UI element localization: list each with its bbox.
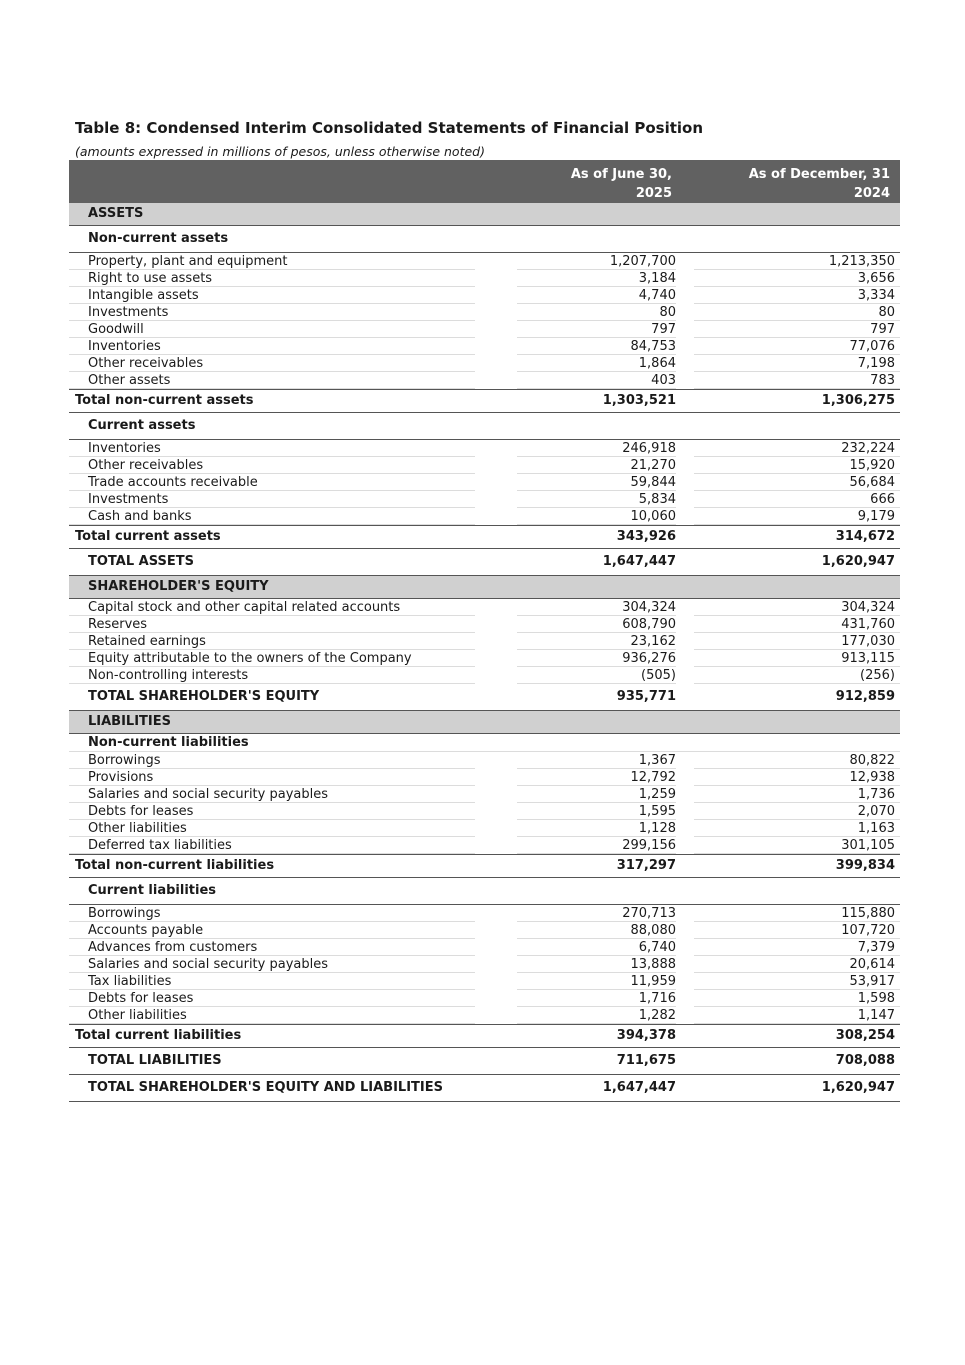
row-label: Trade accounts receivable bbox=[88, 475, 258, 490]
row-label: Right to use assets bbox=[88, 271, 213, 286]
total-label: Total current liabilities bbox=[75, 1028, 242, 1043]
row-label: Debts for leases bbox=[88, 991, 194, 1006]
total-value-2024: 708,088 bbox=[835, 1053, 895, 1068]
row-value-2025: 80 bbox=[659, 305, 676, 320]
table-row bbox=[69, 803, 900, 820]
row-value-2025: 1,282 bbox=[638, 1008, 676, 1023]
table-row bbox=[69, 287, 900, 304]
table-row bbox=[69, 508, 900, 525]
row-value-2025: 12,792 bbox=[630, 770, 676, 785]
table-row bbox=[69, 338, 900, 355]
table-row bbox=[69, 837, 900, 854]
total-value-2025: 1,647,447 bbox=[602, 1080, 676, 1095]
row-value-2024: 115,880 bbox=[841, 906, 895, 921]
rows-current-assets bbox=[69, 440, 900, 525]
table-row bbox=[69, 616, 900, 633]
row-value-2025: 1,207,700 bbox=[609, 254, 676, 269]
header-col-2024 bbox=[690, 165, 890, 203]
row-value-2024: 304,324 bbox=[841, 600, 895, 615]
total-value-2024: 308,254 bbox=[835, 1028, 895, 1043]
row-value-2025: 1,367 bbox=[638, 753, 676, 768]
total-value-2025: 1,303,521 bbox=[602, 393, 676, 408]
row-value-2025: 403 bbox=[651, 373, 676, 388]
total-value-2024: 912,859 bbox=[835, 689, 895, 704]
header-col-2025 bbox=[472, 165, 672, 203]
row-value-2025: 1,864 bbox=[638, 356, 676, 371]
table-row bbox=[69, 355, 900, 372]
row-value-2025: 59,844 bbox=[630, 475, 676, 490]
row-value-2024: 797 bbox=[870, 322, 895, 337]
total-equity-row bbox=[69, 684, 900, 711]
total-label: Total non-current liabilities bbox=[75, 858, 275, 873]
table-row bbox=[69, 922, 900, 939]
row-value-2024: 232,224 bbox=[841, 441, 895, 456]
row-value-2024: 301,105 bbox=[841, 838, 895, 853]
table-row bbox=[69, 633, 900, 650]
table-row bbox=[69, 457, 900, 474]
table-row bbox=[69, 304, 900, 321]
row-label: Other assets bbox=[88, 373, 171, 388]
row-value-2025: 608,790 bbox=[622, 617, 676, 632]
row-value-2025: 1,128 bbox=[638, 821, 676, 836]
table-row bbox=[69, 905, 900, 922]
row-value-2024: 1,736 bbox=[857, 787, 895, 802]
total-value-2024: 314,672 bbox=[835, 529, 895, 544]
financial-position-table bbox=[69, 160, 900, 1102]
table-row bbox=[69, 440, 900, 457]
row-label: Salaries and social security payables bbox=[88, 957, 328, 972]
table-row bbox=[69, 270, 900, 287]
table-row bbox=[69, 321, 900, 338]
total-label: Total non-current assets bbox=[75, 393, 254, 408]
total-value-2024: 1,306,275 bbox=[821, 393, 895, 408]
group-header-label: Non-current assets bbox=[88, 231, 229, 246]
table-row bbox=[69, 939, 900, 956]
group-header-label: Current assets bbox=[88, 418, 196, 433]
table-row bbox=[69, 752, 900, 769]
row-value-2024: 2,070 bbox=[857, 804, 895, 819]
total-assets-row bbox=[69, 549, 900, 576]
total-value-2025: 343,926 bbox=[616, 529, 676, 544]
table-row bbox=[69, 491, 900, 508]
row-label: Inventories bbox=[88, 441, 161, 456]
table-title: Table 8: Condensed Interim Consolidated Statements of Financial Position bbox=[75, 119, 704, 137]
header-col-2024-line2: 2024 bbox=[853, 186, 890, 201]
row-value-2025: 10,060 bbox=[630, 509, 676, 524]
header-col-2025-line2: 2025 bbox=[635, 186, 672, 201]
group-header-label: Non-current liabilities bbox=[88, 735, 249, 750]
total-noncurrent-assets bbox=[69, 389, 900, 413]
row-value-2024: 80,822 bbox=[849, 753, 895, 768]
total-label: TOTAL LIABILITIES bbox=[88, 1053, 222, 1068]
row-label: Advances from customers bbox=[88, 940, 258, 955]
total-current-liabilities bbox=[69, 1024, 900, 1048]
row-label: Reserves bbox=[88, 617, 148, 632]
row-value-2024: 7,379 bbox=[857, 940, 895, 955]
row-value-2025: 13,888 bbox=[630, 957, 676, 972]
row-value-2025: 1,259 bbox=[638, 787, 676, 802]
row-value-2024: 53,917 bbox=[849, 974, 895, 989]
row-value-2025: 5,834 bbox=[638, 492, 676, 507]
row-value-2024: 783 bbox=[870, 373, 895, 388]
group-header-current-liabilities bbox=[69, 878, 900, 905]
row-value-2024: 15,920 bbox=[849, 458, 895, 473]
row-value-2025: 11,959 bbox=[630, 974, 676, 989]
total-label: Total current assets bbox=[75, 529, 221, 544]
row-value-2024: 1,163 bbox=[857, 821, 895, 836]
row-value-2025: 304,324 bbox=[622, 600, 676, 615]
row-value-2024: 1,147 bbox=[857, 1008, 895, 1023]
row-value-2025: 21,270 bbox=[630, 458, 676, 473]
table-row bbox=[69, 973, 900, 990]
row-label: Other liabilities bbox=[88, 821, 187, 836]
row-label: Debts for leases bbox=[88, 804, 194, 819]
table-row bbox=[69, 820, 900, 837]
table-header bbox=[69, 160, 900, 203]
total-noncurrent-liabilities bbox=[69, 854, 900, 878]
table-row bbox=[69, 372, 900, 389]
rows-current-liabilities bbox=[69, 905, 900, 1024]
row-label: Borrowings bbox=[88, 753, 161, 768]
row-value-2024: 107,720 bbox=[841, 923, 895, 938]
total-value-2024: 1,620,947 bbox=[821, 554, 895, 569]
row-label: Deferred tax liabilities bbox=[88, 838, 232, 853]
table-row bbox=[69, 1007, 900, 1024]
grand-total-row bbox=[69, 1075, 900, 1102]
row-value-2025: (505) bbox=[641, 668, 676, 683]
header-col-2024-line1: As of December, 31 bbox=[748, 167, 890, 182]
row-value-2025: 6,740 bbox=[638, 940, 676, 955]
row-value-2025: 4,740 bbox=[638, 288, 676, 303]
table-row bbox=[69, 599, 900, 616]
total-value-2025: 711,675 bbox=[616, 1053, 676, 1068]
table-row bbox=[69, 786, 900, 803]
rows-equity bbox=[69, 599, 900, 684]
table-subtitle: (amounts expressed in millions of pesos, unless otherwise noted) bbox=[75, 144, 485, 159]
total-value-2024: 399,834 bbox=[835, 858, 895, 873]
row-label: Accounts payable bbox=[88, 923, 204, 938]
row-value-2024: 3,656 bbox=[857, 271, 895, 286]
row-value-2025: 797 bbox=[651, 322, 676, 337]
row-label: Inventories bbox=[88, 339, 161, 354]
total-value-2025: 1,647,447 bbox=[602, 554, 676, 569]
total-label: TOTAL ASSETS bbox=[88, 554, 194, 569]
row-value-2025: 299,156 bbox=[622, 838, 676, 853]
total-value-2025: 394,378 bbox=[616, 1028, 676, 1043]
row-value-2024: 9,179 bbox=[857, 509, 895, 524]
table-row bbox=[69, 769, 900, 786]
row-value-2025: 3,184 bbox=[638, 271, 676, 286]
row-value-2024: 3,334 bbox=[857, 288, 895, 303]
total-value-2024: 1,620,947 bbox=[821, 1080, 895, 1095]
row-value-2025: 1,595 bbox=[638, 804, 676, 819]
row-label: Intangible assets bbox=[88, 288, 199, 303]
row-label: Other receivables bbox=[88, 458, 204, 473]
row-value-2024: 12,938 bbox=[849, 770, 895, 785]
row-value-2024: 77,076 bbox=[849, 339, 895, 354]
rows-noncurrent-assets bbox=[69, 253, 900, 389]
row-value-2025: 88,080 bbox=[630, 923, 676, 938]
group-header-noncurrent-assets bbox=[69, 226, 900, 253]
section-band-assets bbox=[69, 203, 900, 226]
row-label: Other receivables bbox=[88, 356, 204, 371]
total-value-2025: 935,771 bbox=[616, 689, 676, 704]
row-value-2024: 177,030 bbox=[841, 634, 895, 649]
row-value-2025: 246,918 bbox=[622, 441, 676, 456]
section-band-label: ASSETS bbox=[88, 206, 144, 221]
row-label: Tax liabilities bbox=[88, 974, 172, 989]
table-row bbox=[69, 990, 900, 1007]
section-band-label: LIABILITIES bbox=[88, 714, 171, 729]
table-row bbox=[69, 667, 900, 684]
row-value-2025: 23,162 bbox=[630, 634, 676, 649]
row-value-2024: (256) bbox=[860, 668, 895, 683]
table-row bbox=[69, 956, 900, 973]
row-label: Retained earnings bbox=[88, 634, 206, 649]
row-value-2024: 1,598 bbox=[857, 991, 895, 1006]
row-label: Provisions bbox=[88, 770, 154, 785]
row-label: Goodwill bbox=[88, 322, 144, 337]
row-value-2024: 1,213,350 bbox=[828, 254, 895, 269]
rows-noncurrent-liabilities bbox=[69, 752, 900, 854]
group-header-label: Current liabilities bbox=[88, 883, 217, 898]
total-liabilities-row bbox=[69, 1048, 900, 1075]
row-label: Non-controlling interests bbox=[88, 668, 249, 683]
total-label: TOTAL SHAREHOLDER'S EQUITY AND LIABILITIES bbox=[88, 1080, 443, 1095]
row-value-2025: 1,716 bbox=[638, 991, 676, 1006]
row-label: Capital stock and other capital related accounts bbox=[88, 600, 401, 615]
group-header-current-assets bbox=[69, 413, 900, 440]
total-current-assets bbox=[69, 525, 900, 549]
table-row bbox=[69, 253, 900, 270]
section-band-equity bbox=[69, 576, 900, 599]
row-value-2024: 7,198 bbox=[857, 356, 895, 371]
row-label: Borrowings bbox=[88, 906, 161, 921]
row-value-2025: 270,713 bbox=[622, 906, 676, 921]
row-label: Property, plant and equipment bbox=[88, 254, 288, 269]
row-value-2024: 20,614 bbox=[849, 957, 895, 972]
row-label: Salaries and social security payables bbox=[88, 787, 328, 802]
table-row bbox=[69, 650, 900, 667]
total-label: TOTAL SHAREHOLDER'S EQUITY bbox=[88, 689, 320, 704]
row-value-2025: 936,276 bbox=[622, 651, 676, 666]
row-label: Equity attributable to the owners of the Company bbox=[88, 651, 412, 666]
row-value-2025: 84,753 bbox=[630, 339, 676, 354]
row-value-2024: 431,760 bbox=[841, 617, 895, 632]
group-header-noncurrent-liabilities bbox=[69, 734, 900, 752]
row-label: Investments bbox=[88, 492, 169, 507]
row-value-2024: 80 bbox=[878, 305, 895, 320]
section-band-liabilities bbox=[69, 711, 900, 734]
row-label: Cash and banks bbox=[88, 509, 192, 524]
total-value-2025: 317,297 bbox=[616, 858, 676, 873]
row-label: Investments bbox=[88, 305, 169, 320]
row-value-2024: 913,115 bbox=[841, 651, 895, 666]
row-value-2024: 56,684 bbox=[849, 475, 895, 490]
header-col-2025-line1: As of June 30, bbox=[570, 167, 672, 182]
section-band-label: SHAREHOLDER'S EQUITY bbox=[88, 579, 269, 594]
row-label: Other liabilities bbox=[88, 1008, 187, 1023]
row-value-2024: 666 bbox=[870, 492, 895, 507]
table-row bbox=[69, 474, 900, 491]
